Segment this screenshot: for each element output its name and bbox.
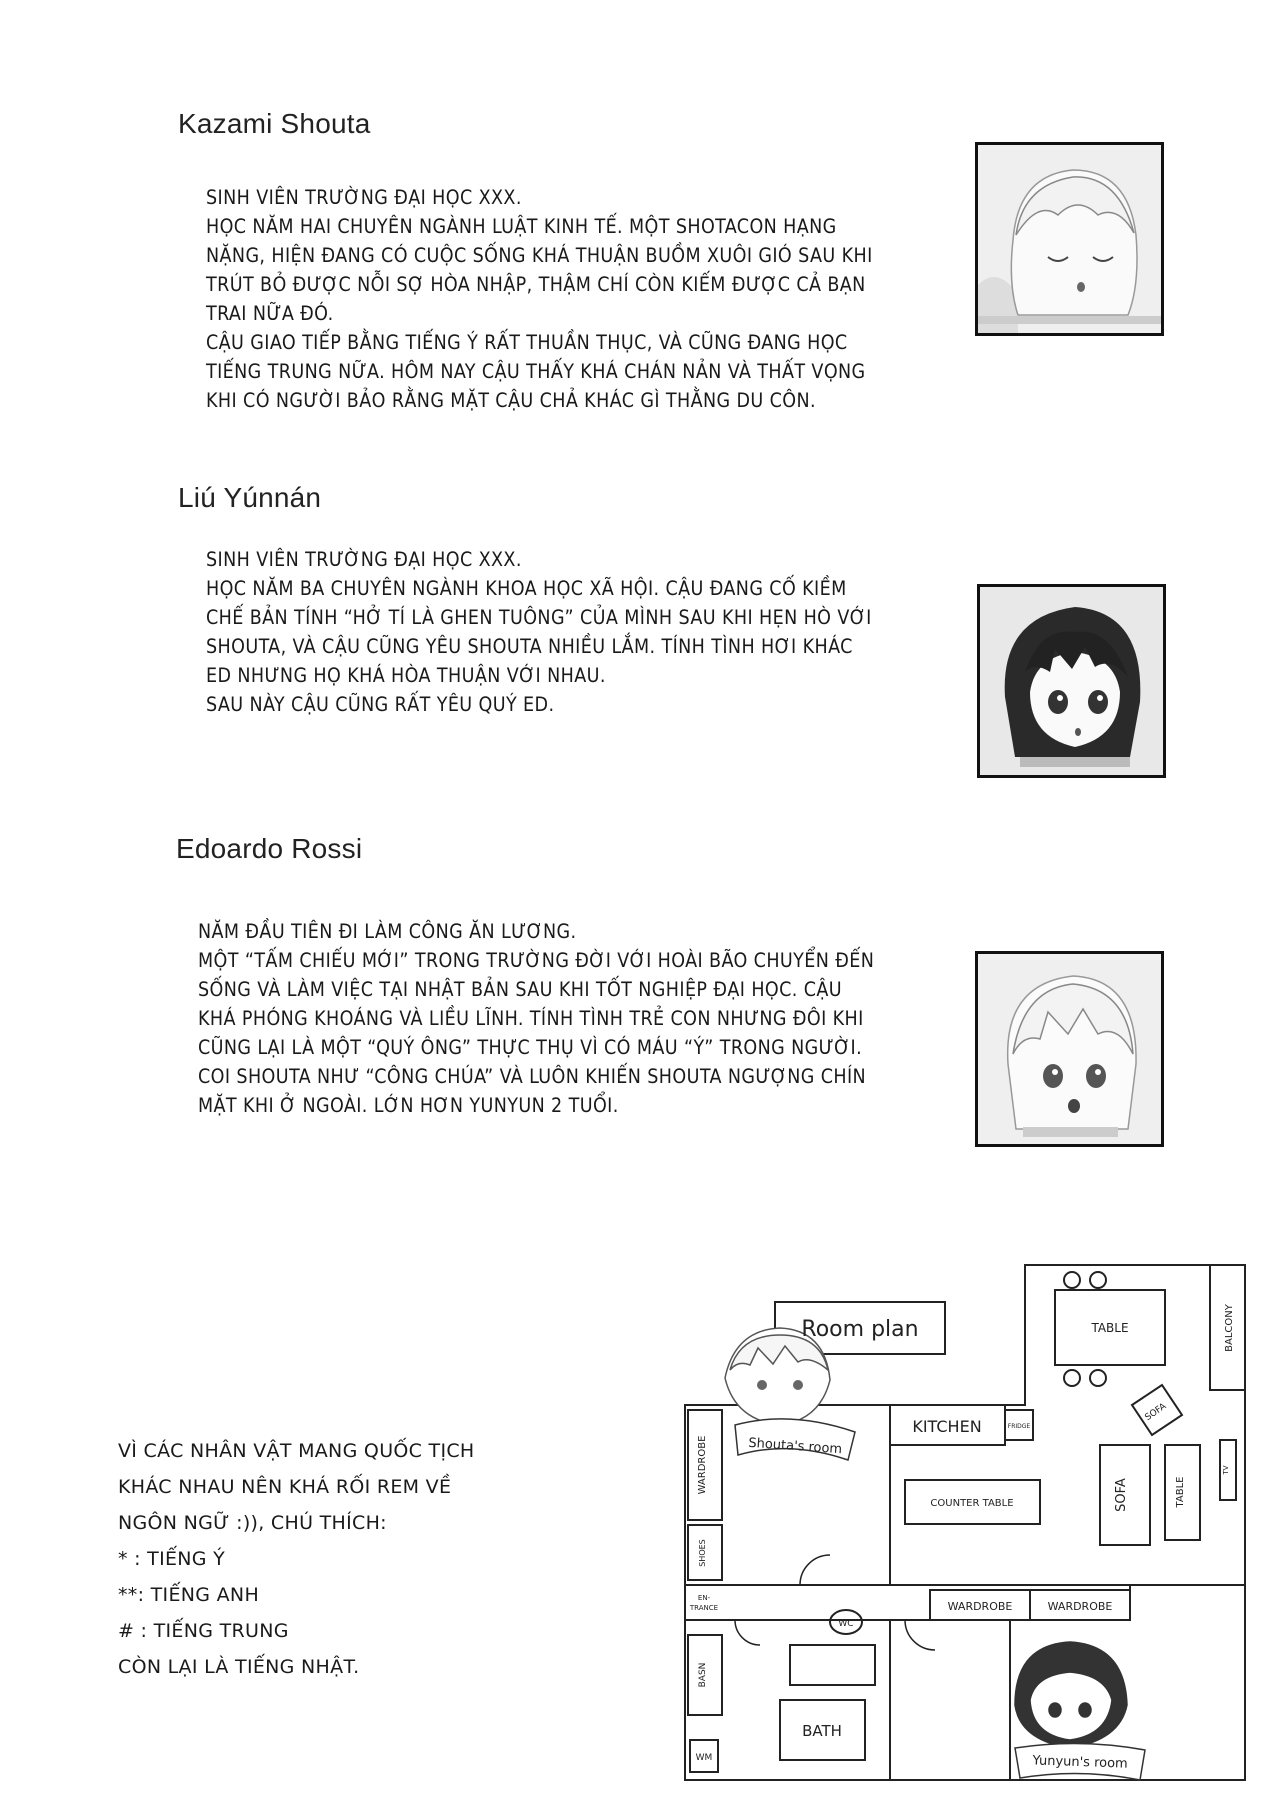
- label-sofa: SOFA: [1114, 1478, 1129, 1512]
- bio-line: SINH VIÊN TRƯỜNG ĐẠI HỌC XXX.: [206, 548, 522, 571]
- bio-line: CHẾ BẢN TÍNH “HỞ TÍ LÀ GHEN TUÔNG” CỦA MÌNH SAU KHI HẸN HÒ VỚI: [206, 606, 872, 629]
- label-tv: TV: [1222, 1465, 1230, 1475]
- bio-line: SỐNG VÀ LÀM VIỆC TẠI NHẬT BẢN SAU KHI TỐT NGHIỆP ĐẠI HỌC. CẬU: [198, 978, 843, 1001]
- character-bio-yunnan: [206, 545, 872, 719]
- bio-line: SHOUTA, VÀ CẬU CŨNG YÊU SHOUTA NHIỀU LẮM. TÍNH TÌNH HƠI KHÁC: [206, 635, 853, 658]
- bio-line: TRÚT BỎ ĐƯỢC NỖI SỢ HÒA NHẬP, THẬM CHÍ CÒN KIẾM ĐƯỢC CẢ BẠN: [206, 273, 866, 296]
- bio-line: TRAI NỮA ĐÓ.: [206, 302, 334, 325]
- label-wc: WC: [838, 1619, 854, 1629]
- label-basin: BASN: [698, 1662, 708, 1688]
- note-line: VÌ CÁC NHÂN VẬT MANG QUỐC TỊCH: [118, 1440, 475, 1462]
- room-plan-title: Room plan: [801, 1317, 919, 1342]
- label-table: TABLE: [1091, 1321, 1129, 1335]
- shouta-chibi-icon: [725, 1328, 830, 1425]
- bio-line: CŨNG LẠI LÀ MỘT “QUÝ ÔNG” THỰC THỤ VÌ CÓ MÁU “Ý” TRONG NGƯỜI.: [198, 1036, 863, 1059]
- bio-line: KHÁ PHÓNG KHOÁNG VÀ LIỀU LĨNH. TÍNH TÌNH TRẺ CON NHƯNG ĐÔI KHI: [198, 1007, 864, 1030]
- character-name-shouta: Kazami Shouta: [178, 108, 371, 139]
- bio-line: TIẾNG TRUNG NỮA. HÔM NAY CẬU THẤY KHÁ CHÁN NẢN VÀ THẤT VỌNG: [206, 360, 866, 383]
- bio-line: NẶNG, HIỆN ĐANG CÓ CUỘC SỐNG KHÁ THUẬN BUỒM XUÔI GIÓ SAU KHI: [206, 244, 873, 267]
- portrait-edoardo: [975, 951, 1164, 1147]
- label-table-small: TABLE: [1175, 1476, 1186, 1508]
- label-shouta-room: Shouta's room: [747, 1435, 843, 1458]
- portrait-shouta: [975, 142, 1164, 336]
- note-line: KHÁC NHAU NÊN KHÁ RỐI REM VỀ: [118, 1476, 452, 1498]
- portrait-yunnan: [977, 584, 1166, 778]
- bio-line: KHI CÓ NGƯỜI BẢO RẰNG MẶT CẬU CHẢ KHÁC GÌ THẰNG DU CÔN.: [206, 389, 816, 412]
- label-entrance-1: EN-: [697, 1594, 711, 1602]
- note-line: # : TIẾNG TRUNG: [118, 1620, 289, 1642]
- note-line: * : TIẾNG Ý: [118, 1548, 226, 1570]
- label-balcony: BALCONY: [1224, 1304, 1235, 1352]
- label-yunyun-room: Yunyun's room: [1032, 1753, 1128, 1772]
- bio-line: MỘT “TẤM CHIẾU MỚI” TRONG TRƯỜNG ĐỜI VỚI HOÀI BÃO CHUYỂN ĐẾN: [198, 949, 875, 972]
- bio-line: HỌC NĂM BA CHUYÊN NGÀNH KHOA HỌC XÃ HỘI. CẬU ĐANG CỐ KIỀM: [206, 577, 847, 600]
- bio-line: ED NHƯNG HỌ KHÁ HÒA THUẬN VỚI NHAU.: [206, 664, 606, 687]
- yunyun-chibi-icon: [1015, 1642, 1127, 1748]
- label-fridge: FRIDGE: [1007, 1423, 1031, 1430]
- label-shoes: SHOES: [698, 1539, 707, 1567]
- label-wm: WM: [695, 1753, 713, 1763]
- bio-line: NĂM ĐẦU TIÊN ĐI LÀM CÔNG ĂN LƯƠNG.: [198, 920, 577, 943]
- note-line: NGÔN NGỮ :)), CHÚ THÍCH:: [118, 1512, 387, 1534]
- bio-line: SINH VIÊN TRƯỜNG ĐẠI HỌC XXX.: [206, 186, 522, 209]
- label-counter-table: COUNTER TABLE: [930, 1498, 1014, 1509]
- label-wardrobe-2: WARDROBE: [1047, 1600, 1113, 1613]
- bio-line: CẬU GIAO TIẾP BẰNG TIẾNG Ý RẤT THUẦN THỤC, VÀ CŨNG ĐANG HỌC: [206, 331, 848, 354]
- label-bath: BATH: [802, 1722, 842, 1740]
- note-line: CÒN LẠI LÀ TIẾNG NHẬT.: [118, 1656, 360, 1678]
- character-bio-shouta: [206, 183, 873, 415]
- label-sofa-small: SOFA: [1143, 1401, 1169, 1424]
- label-kitchen: KITCHEN: [912, 1417, 982, 1436]
- bio-line: MẶT KHI Ở NGOÀI. LỚN HƠN YUNYUN 2 TUỔI.: [198, 1094, 619, 1117]
- language-note: [118, 1433, 475, 1685]
- note-line: **: TIẾNG ANH: [118, 1584, 260, 1606]
- character-name-edoardo: Edoardo Rossi: [176, 833, 363, 864]
- room-plan: [680, 1260, 1260, 1800]
- bio-line: COI SHOUTA NHƯ “CÔNG CHÚA” VÀ LUÔN KHIẾN SHOUTA NGƯỢNG CHÍN: [198, 1065, 867, 1088]
- bio-line: SAU NÀY CẬU CŨNG RẤT YÊU QUÝ ED.: [206, 693, 555, 716]
- bio-line: HỌC NĂM HAI CHUYÊN NGÀNH LUẬT KINH TẾ. MỘT SHOTACON HẠNG: [206, 215, 837, 238]
- label-entrance-2: TRANCE: [689, 1604, 719, 1612]
- label-wardrobe-1: WARDROBE: [947, 1600, 1013, 1613]
- character-name-yunnan: Liú Yúnnán: [178, 482, 322, 513]
- label-wardrobe-left: WARDROBE: [697, 1435, 708, 1495]
- character-bio-edoardo: [198, 917, 874, 1120]
